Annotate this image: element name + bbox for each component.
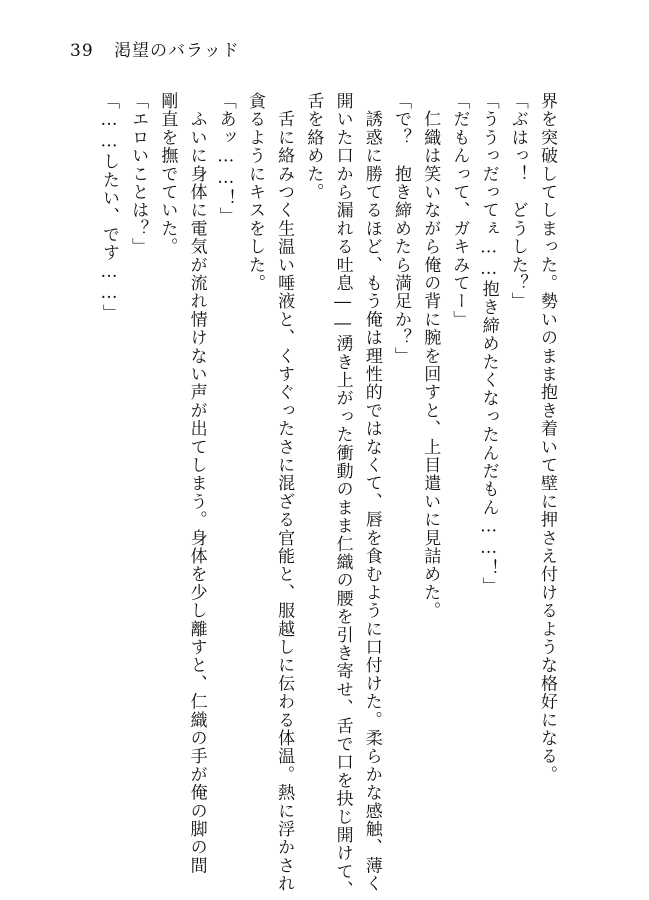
text-line: 仁織は笑いながら俺の背に腕を回すと、上目遣いに見詰めた。 [420, 92, 441, 620]
running-header [70, 40, 240, 62]
text-line: 界を突破してしまった。勢いのまま抱き着いて壁に押さえ付けるような格好になる。 [537, 92, 557, 784]
text-line: 「……したい、です……」 [98, 92, 119, 323]
chapter-title: 渇望のバラッド [114, 41, 240, 61]
text-line: 誘惑に勝てるほど、もう俺は理性的ではなくて、唇を食むように口付けた。柔らかな感触、薄く [361, 92, 382, 893]
text-line: 貪るようにキスをした。 [244, 92, 265, 293]
vertical-text-body [94, 92, 561, 899]
text-line: 「だもんって、ガキみてー」 [449, 92, 470, 329]
text-line: 「ぶはっ！ どうした？」 [507, 92, 528, 311]
text-line: 「ううっだってぇ……抱き締めたくなったんだもん……！」 [478, 92, 499, 596]
text-line: 「で？ 抱き締めたら満足か？」 [390, 92, 411, 365]
text-line: ふいに身体に電気が流れ情けない声が出てしまう。身体を少し離すと、仁織の手が俺の脚の間 [186, 92, 207, 875]
text-line: 「エロいことは？」 [128, 92, 149, 256]
text-line: 舌を絡めた。 [303, 92, 324, 202]
text-line: 剛直を撫でていた。 [157, 92, 178, 256]
text-line: 舌に絡みつく生温い唾液と、くすぐったさに混ざる官能と、服越しに伝わる体温。熱に浮かされ [274, 92, 295, 893]
page-number: 39 [70, 41, 94, 61]
text-line: 「あッ……！」 [215, 92, 236, 226]
text-line: 開いた口から漏れる吐息――湧き上がった衝動のまま仁織の腰を引き寄せ、舌で口を抉じ開けて、 [332, 92, 353, 899]
